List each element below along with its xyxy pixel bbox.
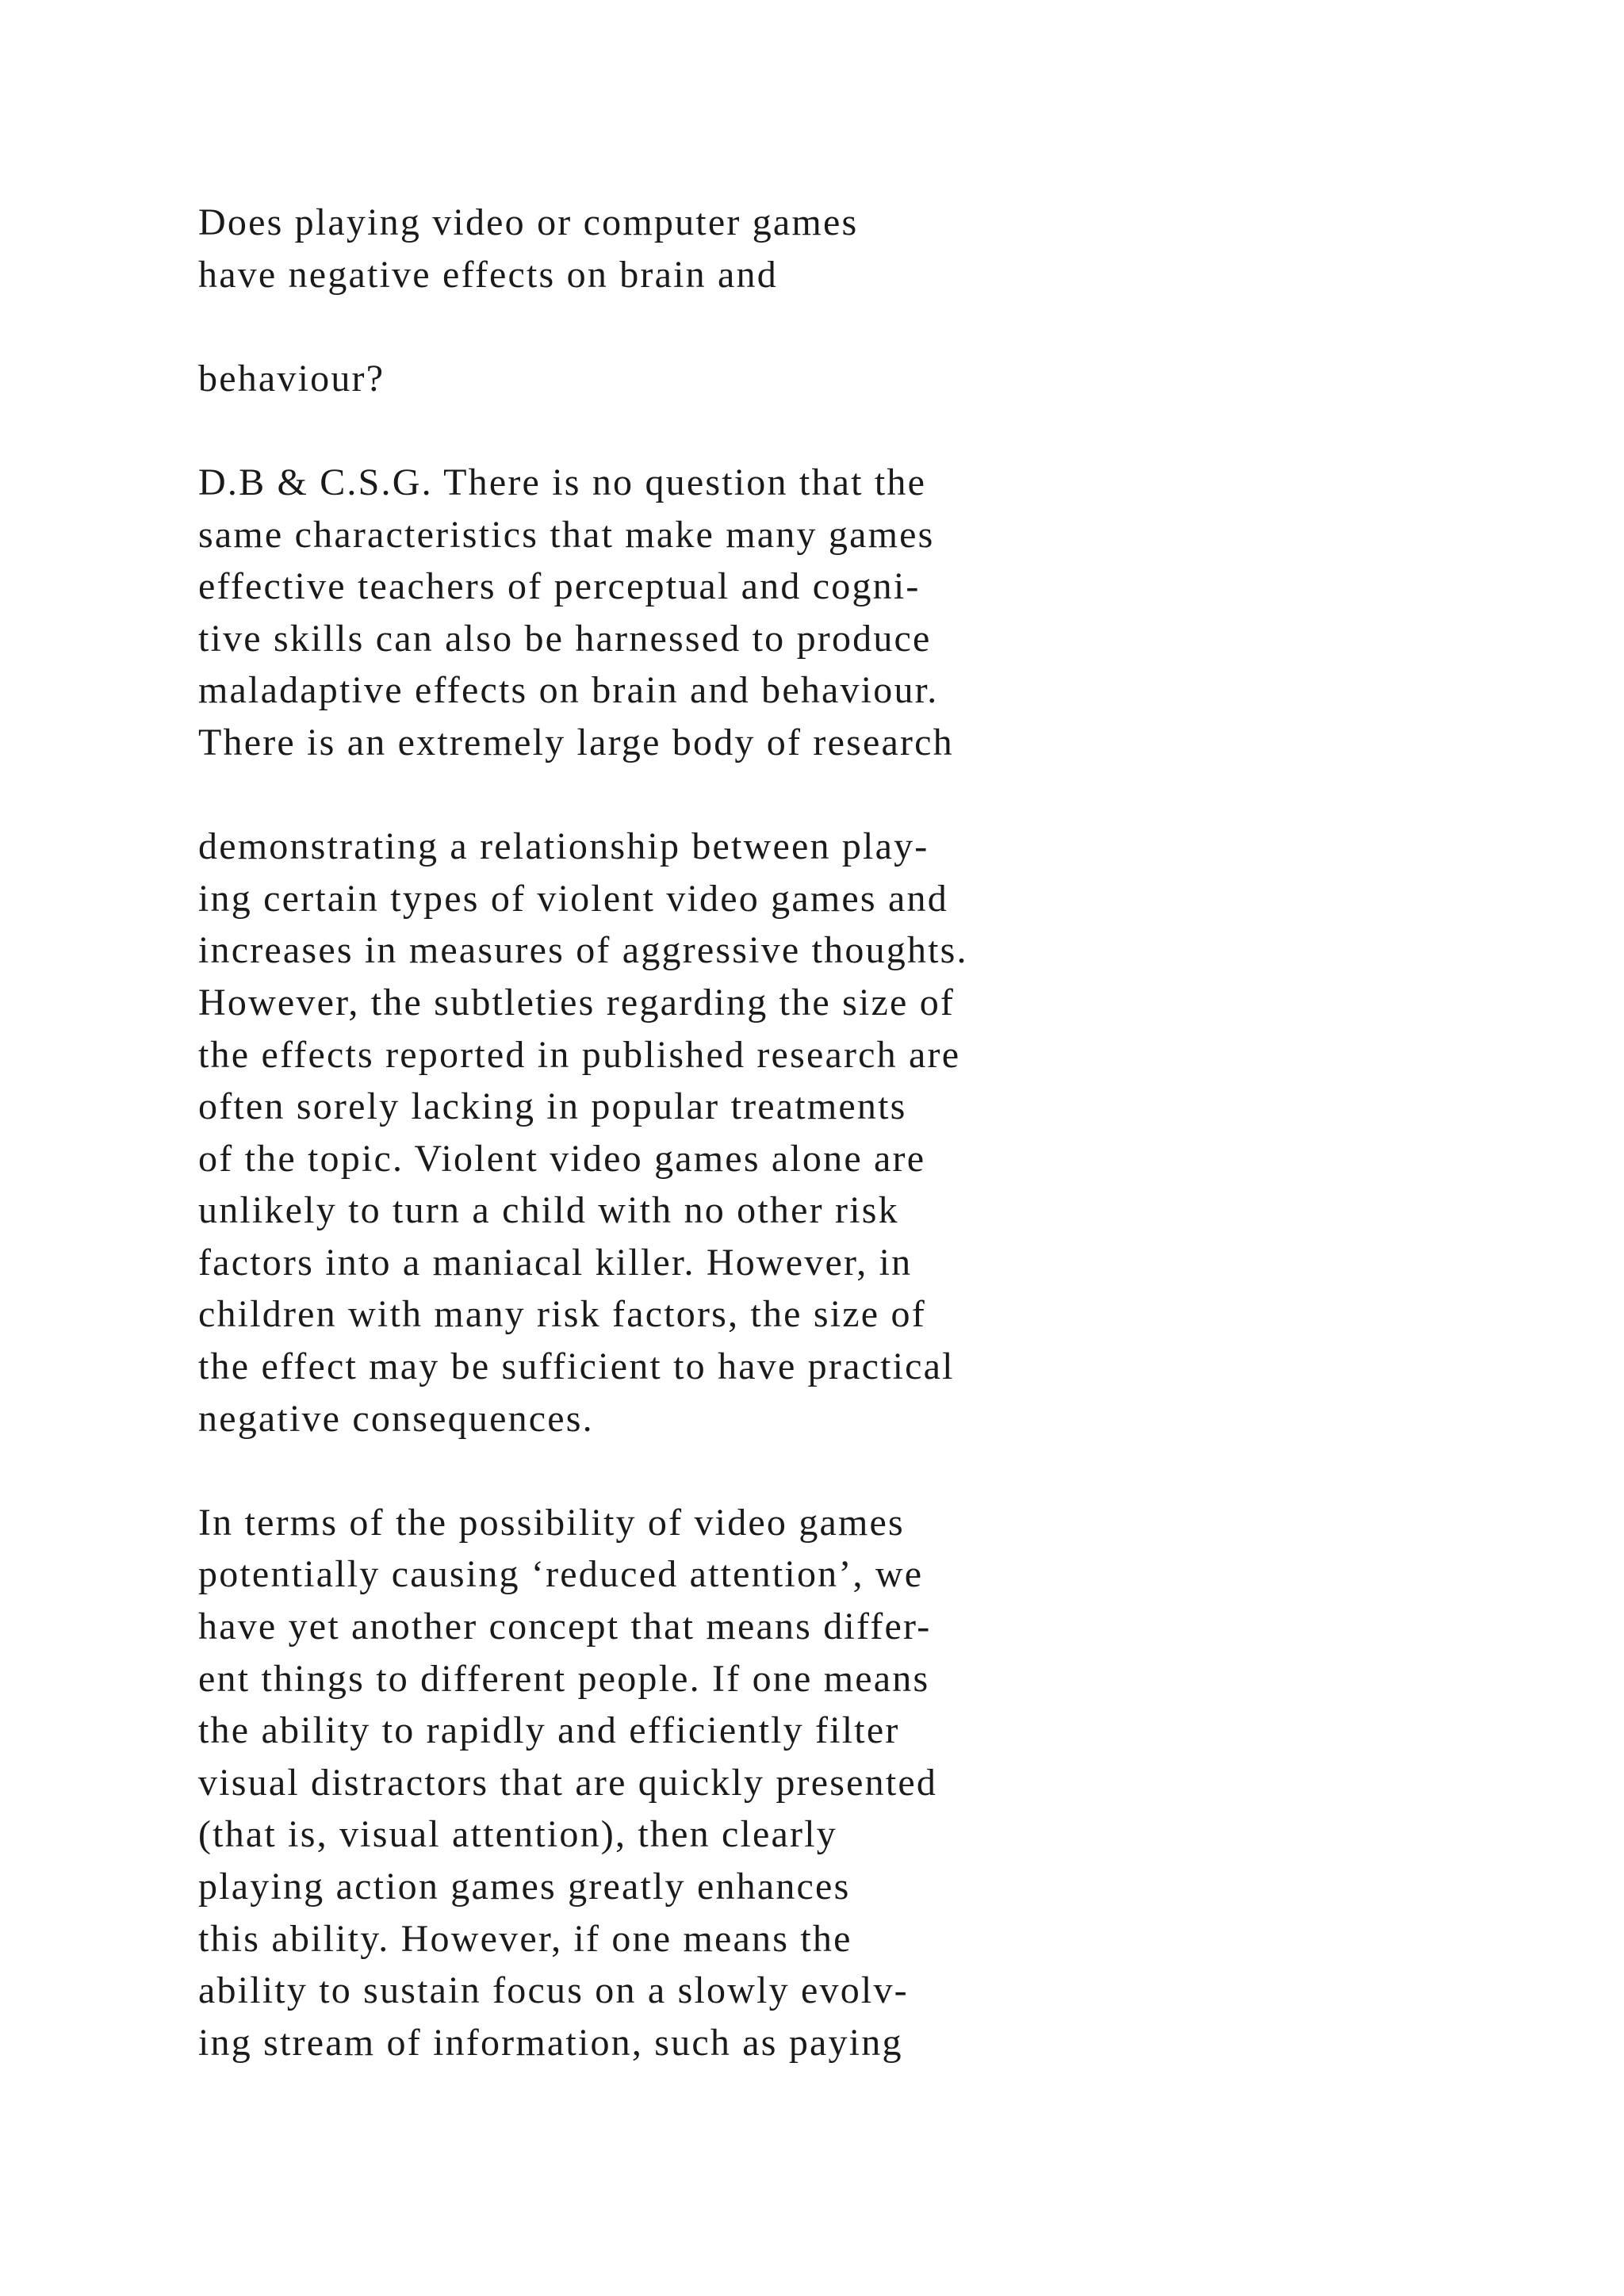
text-line: However, the subtleties regarding the size of: [198, 981, 956, 1024]
text-line: ability to sustain focus on a slowly evolv-: [198, 1969, 909, 2012]
text-line: playing action games greatly enhances: [198, 1866, 851, 1908]
text-line: behaviour?: [198, 357, 385, 400]
question-heading: [198, 197, 1388, 404]
text-line: ing stream of information, such as paying: [198, 2021, 903, 2064]
text-line: increases in measures of aggressive thoughts.: [198, 929, 968, 972]
text-line: often sorely lacking in popular treatments: [198, 1085, 907, 1128]
answer-paragraph-1-continued: [198, 821, 1388, 1445]
text-line: have yet another concept that means differ-: [198, 1605, 932, 1648]
text-line: of the topic. Violent video games alone are: [198, 1137, 926, 1180]
text-line: the effect may be sufficient to have practical: [198, 1345, 955, 1388]
text-line: tive skills can also be harnessed to produce: [198, 617, 932, 660]
text-line: Does playing video or computer games: [198, 201, 859, 243]
text-line: (that is, visual attention), then clearly: [198, 1813, 837, 1856]
line-gap: [198, 769, 1388, 821]
text-line: same characteristics that make many games: [198, 513, 935, 556]
text-line: maladaptive effects on brain and behaviour.: [198, 669, 939, 712]
text-line: D.B & C.S.G. There is no question that the: [198, 461, 927, 503]
text-line: In terms of the possibility of video games: [198, 1501, 905, 1544]
paragraph-gap: [198, 404, 1388, 457]
text-line: negative consequences.: [198, 1397, 594, 1440]
text-line: the effects reported in published research are: [198, 1033, 961, 1076]
text-line: demonstrating a relationship between play-: [198, 825, 929, 868]
paragraph-gap: [198, 1445, 1388, 1497]
text-line: factors into a maniacal killer. However, in: [198, 1241, 913, 1284]
text-line: potentially causing ‘reduced attention’, we: [198, 1553, 924, 1596]
text-line: effective teachers of perceptual and cogni-: [198, 565, 921, 608]
text-line: ent things to different people. If one means: [198, 1657, 930, 1700]
text-line: ing certain types of violent video games and: [198, 877, 948, 920]
text-line: unlikely to turn a child with no other risk: [198, 1189, 899, 1232]
text-line: There is an extremely large body of research: [198, 721, 954, 763]
answer-paragraph-1: [198, 457, 1388, 769]
line-gap: [198, 300, 1388, 353]
text-line: visual distractors that are quickly presented: [198, 1761, 938, 1804]
text-line: this ability. However, if one means the: [198, 1917, 852, 1960]
document-body: [198, 197, 1388, 2068]
answer-paragraph-2: [198, 1497, 1388, 2069]
text-line: the ability to rapidly and efficiently filter: [198, 1709, 900, 1752]
text-line: children with many risk factors, the size of: [198, 1293, 926, 1336]
text-line: have negative effects on brain and: [198, 253, 778, 296]
